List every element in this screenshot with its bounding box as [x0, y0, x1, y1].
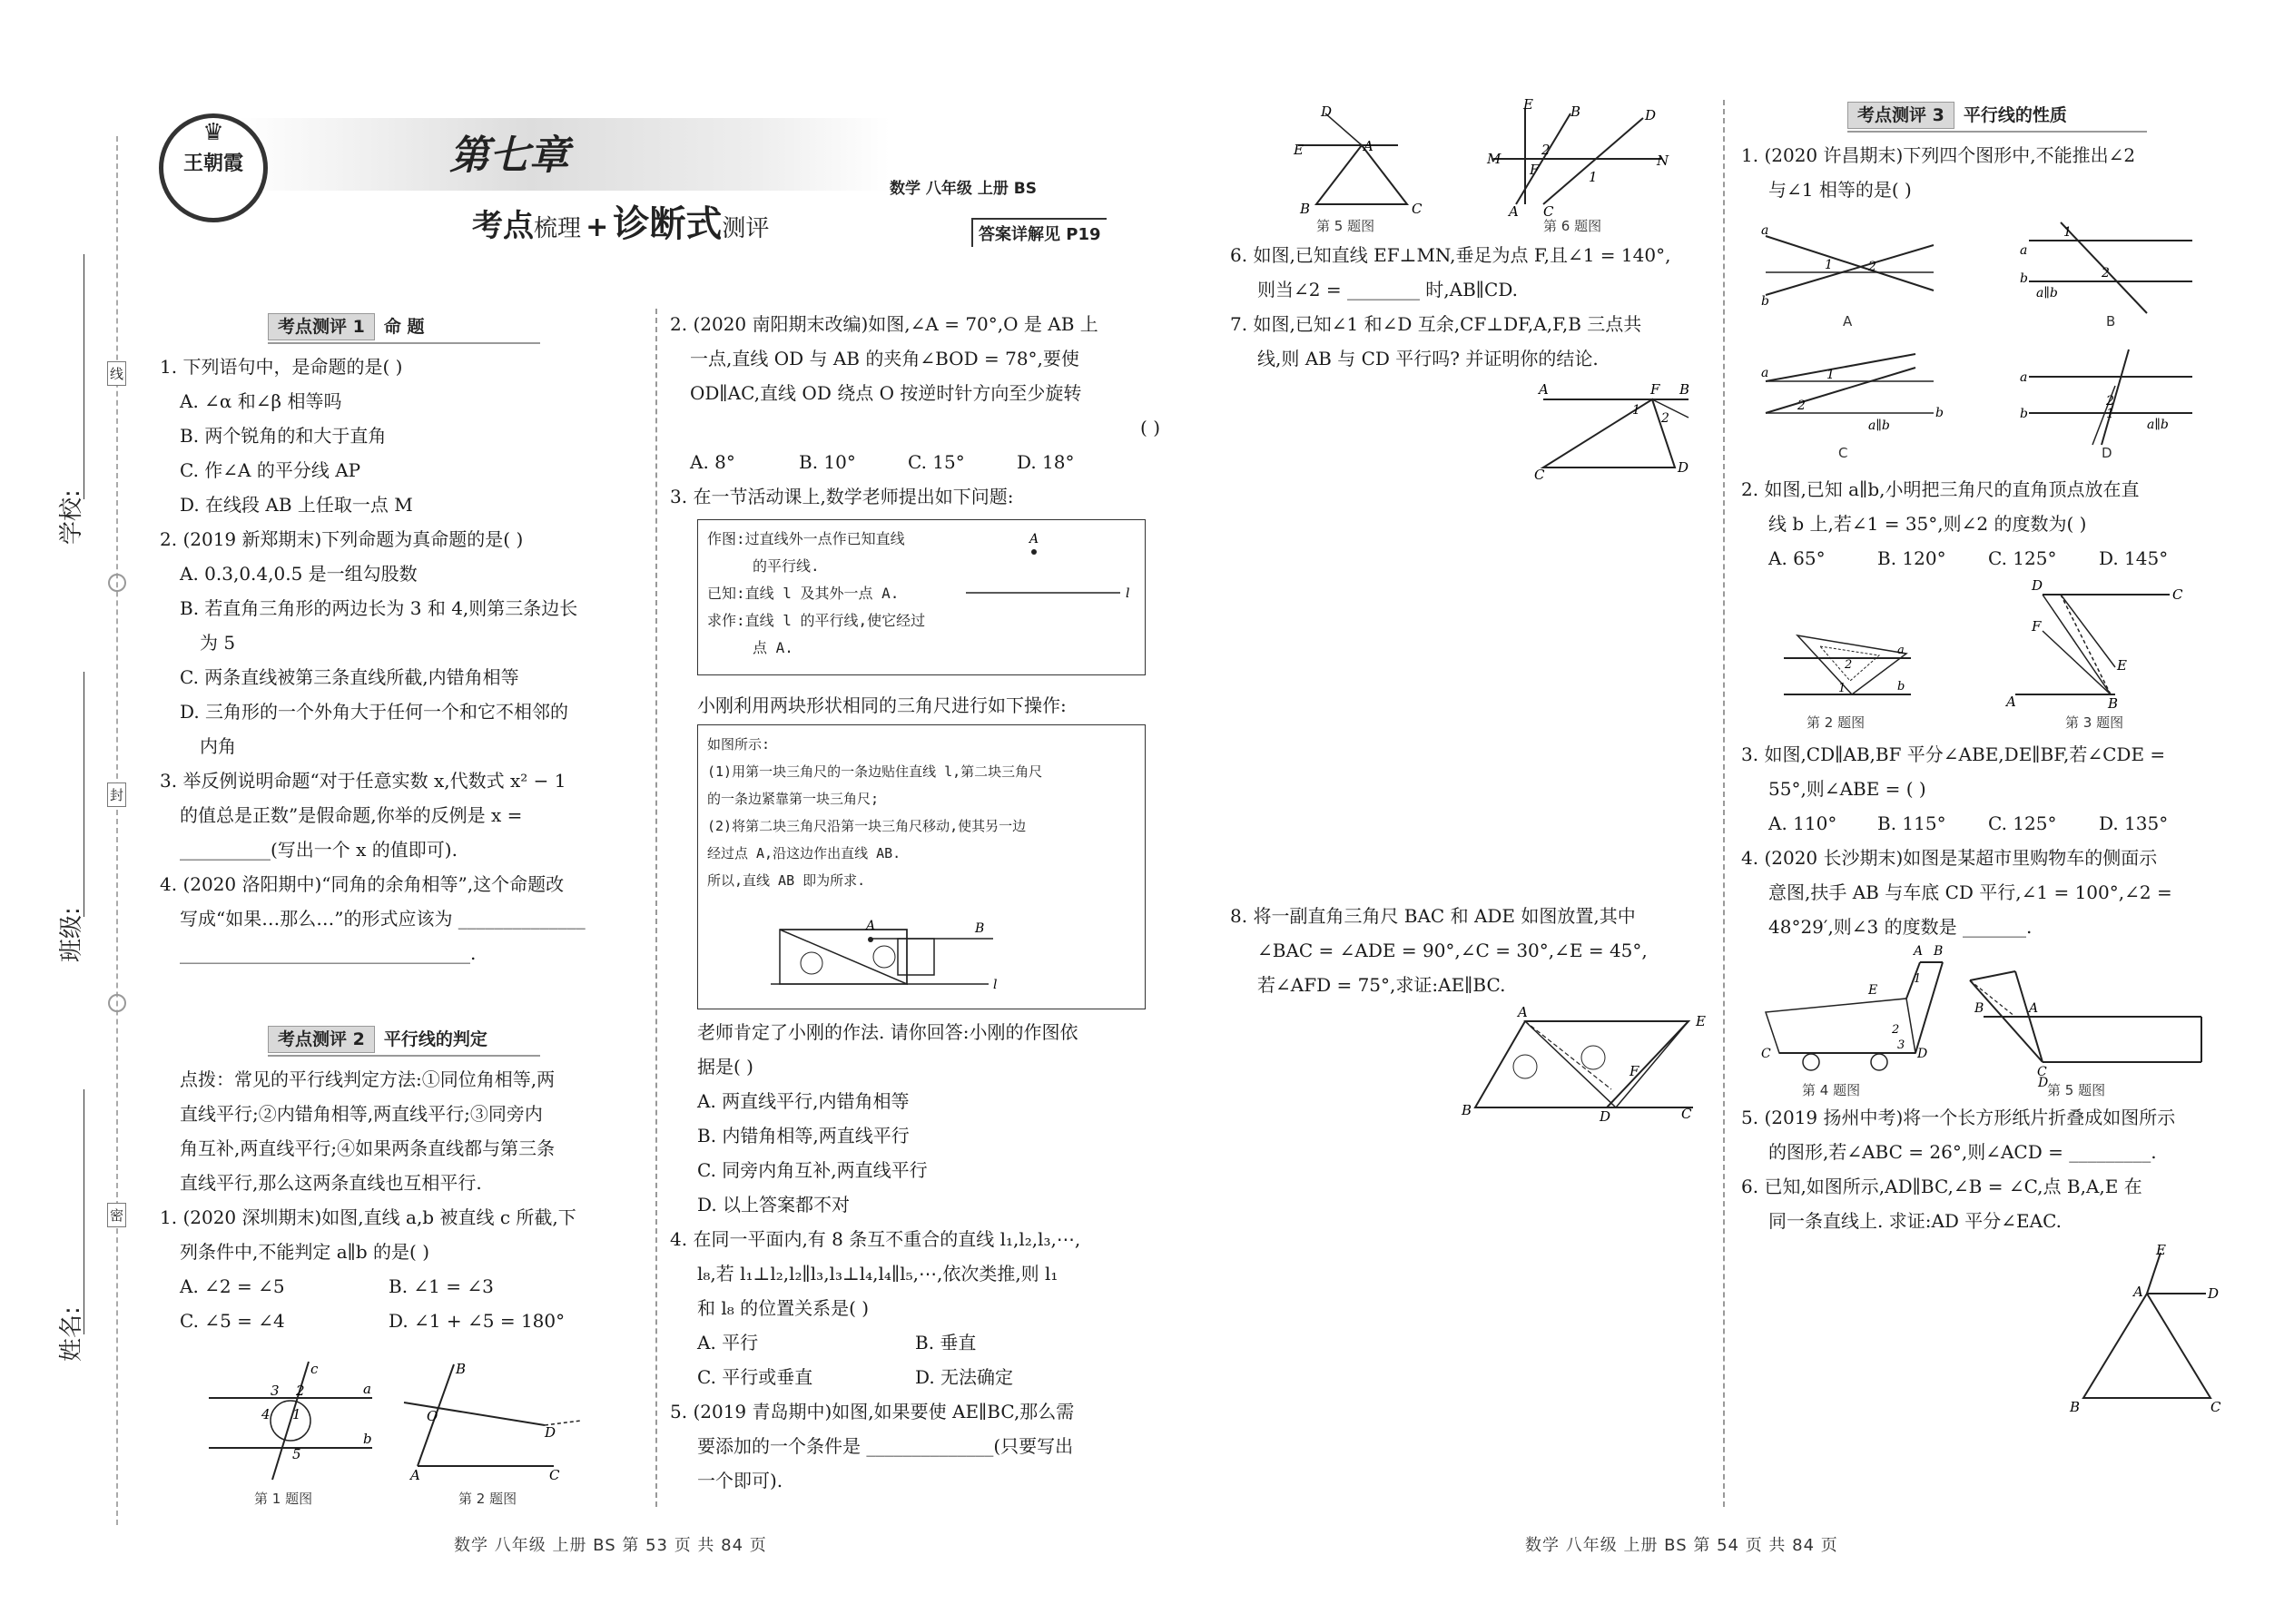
section-rule: [1847, 131, 2147, 133]
svg-text:1: 1: [1632, 403, 1640, 418]
svg-text:B: B: [1679, 381, 1690, 398]
svg-text:D: D: [2032, 577, 2043, 594]
box-line: (1)用第一块三角尺的一条边贴住直线 l,第二块三角尺: [707, 763, 1043, 780]
seal-mark-3: 密: [107, 1203, 126, 1227]
figure-col3-q5: [1289, 100, 1434, 218]
svg-text:F: F: [1629, 1063, 1639, 1079]
option-row: [670, 1360, 1160, 1394]
figure-caption: 第 1 题图: [254, 1491, 313, 1507]
svg-text:E: E: [1696, 1013, 1706, 1029]
question: 6. 已知,如图所示,AD∥BC,∠B = ∠C,点 B,A,E 在: [1741, 1176, 2142, 1197]
question: 4. (2020 洛阳期中)“同角的余角相等”,这个命题改: [160, 873, 565, 895]
section-rule: [268, 1055, 540, 1057]
svg-text:2: 2: [1797, 399, 1806, 413]
question-cont: 的图形,若∠ABC = 26°,则∠ACD = _________.: [1768, 1141, 2157, 1163]
answer-bracket: ( ): [1140, 417, 1160, 438]
question-cont: 与∠1 相等的是( ): [1768, 179, 1912, 201]
option: B. 10°: [799, 451, 856, 473]
punch-hole-icon: [108, 994, 126, 1012]
option: A. 8°: [690, 451, 735, 473]
svg-text:2: 2: [1661, 411, 1669, 426]
question-cont: 55°,则∠ABE = ( ): [1768, 778, 1926, 800]
svg-text:a: a: [1761, 223, 1769, 238]
option: C. 两条直线被第三条直线所截,内错角相等: [180, 666, 519, 688]
svg-text:b: b: [1761, 294, 1769, 309]
col4-question-block-2: [1741, 472, 2231, 576]
option: D. 145°: [2099, 547, 2169, 569]
option: B. 两个锐角的和大于直角: [180, 425, 387, 447]
question-cont: 线 b 上,若∠1 = 35°,则∠2 的度数为( ): [1768, 513, 2087, 535]
box-line: 所以,直线 AB 即为所求.: [707, 872, 866, 889]
option: C. ∠5 = ∠4: [180, 1310, 285, 1332]
option: A. 65°: [1768, 547, 1826, 569]
svg-text:B: B: [975, 921, 985, 936]
col2-question-block-2: [670, 1015, 1160, 1498]
option: A. 两直线平行,内错角相等: [697, 1090, 910, 1112]
svg-text:1: 1: [2063, 225, 2072, 240]
svg-text:a: a: [1761, 366, 1769, 380]
figure-col3-q8: [1462, 1004, 1716, 1126]
svg-text:1: 1: [1589, 169, 1598, 185]
box-line: 的平行线.: [753, 557, 820, 575]
question-cont: 意图,扶手 AB 与车底 CD 平行,∠1 = 100°,∠2 =: [1768, 881, 2172, 903]
section-tag: 考点测评 2: [268, 1026, 375, 1053]
svg-text:b: b: [1935, 406, 1944, 420]
svg-text:D: D: [1321, 103, 1333, 120]
svg-text:A: A: [1914, 944, 1924, 959]
header: [145, 95, 1153, 268]
svg-text:E: E: [1868, 983, 1878, 998]
figure-col4-q1-A: [1761, 218, 1943, 318]
svg-text:C: C: [1681, 1106, 1692, 1122]
col2-question-block: [670, 307, 1160, 514]
col4-question-block-3: [1741, 737, 2231, 944]
svg-text:B: B: [456, 1361, 467, 1377]
figure-col4-q3: [2006, 577, 2188, 712]
svg-text:D: D: [1645, 107, 1657, 123]
figure-col4-q1-C: [1761, 349, 1943, 440]
option: C. 125°: [1988, 812, 2057, 834]
question-cont: ________________________________.: [180, 942, 477, 964]
svg-text:b: b: [2020, 407, 2028, 421]
question-cont: ∠BAC = ∠ADE = 90°,∠C = 30°,∠E = 45°,: [1257, 940, 1648, 961]
question-cont: __________(写出一个 x 的值即可).: [180, 839, 458, 861]
svg-text:B: B: [1300, 201, 1311, 217]
tip: 直线平行;②内错角相等,两直线平行;③同旁内: [180, 1103, 543, 1125]
option-row: [1741, 806, 2231, 841]
question-cont: 则当∠2 = ________ 时,AB∥CD.: [1257, 279, 1519, 300]
question-cont: OD∥AC,直线 OD 绕点 O 按逆时针方向至少旋转: [690, 382, 1082, 404]
class-label: 班级:: [58, 907, 85, 962]
section-title: 平行线的判定: [383, 1029, 487, 1049]
section-rule: [268, 342, 540, 344]
svg-text:A: A: [410, 1467, 420, 1483]
svg-text:l: l: [1126, 586, 1130, 601]
question: 2. 如图,已知 a∥b,小明把三角尺的直角顶点放在直: [1741, 478, 2140, 500]
name-label: 姓名:: [58, 1306, 85, 1362]
figure-label: C: [1838, 445, 1848, 461]
col1-question-block-2: [160, 1062, 641, 1338]
figure-col1-q1: [200, 1357, 381, 1484]
figure-col4-q1-B: [2020, 213, 2201, 318]
question: 5. (2019 扬州中考)将一个长方形纸片折叠成如图所示: [1741, 1107, 2176, 1128]
logo: [159, 113, 268, 222]
svg-text:B: B: [2070, 1399, 2081, 1415]
option: D. 18°: [1017, 451, 1075, 473]
box-line: 的一条边紧靠第一块三角尺;: [707, 791, 880, 807]
option: C. 125°: [1988, 547, 2057, 569]
svg-text:3: 3: [271, 1383, 280, 1399]
figure-caption: 第 3 题图: [2065, 714, 2124, 731]
option: D. 135°: [2099, 812, 2169, 834]
figure-caption: 第 2 题图: [1807, 714, 1866, 731]
question-cont: 据是( ): [697, 1056, 753, 1078]
option: C. 平行或垂直: [697, 1366, 813, 1388]
section-tag: 考点测评 3: [1847, 102, 1954, 129]
svg-text:1: 1: [1826, 368, 1835, 382]
svg-text:C: C: [1761, 1047, 1771, 1061]
sidebar: [0, 0, 127, 1624]
option-cont: 为 5: [200, 632, 236, 654]
section-tag: 考点测评 1: [268, 313, 375, 340]
svg-text:2: 2: [1892, 1023, 1900, 1037]
option: D. 三角形的一个外角大于任何一个和它不相邻的: [180, 701, 569, 723]
svg-text:D: D: [1917, 1047, 1928, 1061]
box-line: 如图所示:: [707, 736, 771, 753]
box-line: 经过点 A,沿这边作出直线 AB.: [707, 845, 901, 861]
svg-text:A: A: [2029, 1001, 2039, 1016]
figure-caption: 第 4 题图: [1802, 1082, 1861, 1098]
figure-caption: 第 5 题图: [1316, 218, 1375, 234]
option-row: [160, 1304, 641, 1338]
svg-text:c: c: [310, 1361, 319, 1377]
col3-question-block: [1230, 238, 1711, 376]
figure-caption: 第 2 题图: [458, 1491, 517, 1507]
question: 3. 举反例说明命题“对于任意实数 x,代数式 x² − 1: [160, 770, 566, 792]
figure-col4-q4: [1761, 944, 1943, 1080]
subtitle-b: 梳理: [534, 215, 582, 242]
question: 1. (2020 许昌期末)下列四个图形中,不能推出∠2: [1741, 144, 2136, 166]
question-cont: 若∠AFD = 75°,求证:AE∥BC.: [1257, 974, 1506, 996]
question-cont: 同一条直线上. 求证:AD 平分∠EAC.: [1768, 1210, 2063, 1232]
answer-ref: 答案详解见 P19: [971, 218, 1107, 247]
question-cont: 一个即可).: [697, 1470, 783, 1491]
figure-col4-q6: [2070, 1244, 2224, 1416]
footer-right: 数学 八年级 上册 BS 第 54 页 共 84 页: [1525, 1536, 1838, 1555]
figure-label: D: [2102, 445, 2112, 461]
svg-text:E: E: [1523, 96, 1533, 113]
svg-text:C: C: [2210, 1399, 2221, 1415]
option-cont: 内角: [200, 735, 236, 757]
option: D. 在线段 AB 上任取一点 M: [180, 494, 413, 516]
col1-question-block: [160, 349, 641, 970]
option: C. 作∠A 的平分线 AP: [180, 459, 361, 481]
option: D. ∠1 + ∠5 = 180°: [389, 1310, 566, 1332]
col4-question-block-4: [1741, 1100, 2231, 1238]
divider: [655, 309, 657, 1507]
question-cont: 一点,直线 OD 与 AB 的夹角∠BOD = 78°,要使: [690, 348, 1079, 369]
option: A. 110°: [1768, 812, 1837, 834]
figure-col3-q7: [1534, 381, 1707, 481]
svg-text:C: C: [2037, 1065, 2047, 1079]
figure-label: A: [1843, 313, 1853, 330]
question-cont: 48°29′,则∠3 的度数是 _______.: [1768, 916, 2033, 938]
subtitle-d: 测评: [722, 215, 770, 242]
option-row: [670, 445, 1160, 479]
option: C. 同旁内角互补,两直线平行: [697, 1159, 928, 1181]
svg-text:D: D: [2038, 1076, 2049, 1090]
question-cont: 要添加的一个条件是 ______________(只要写出: [697, 1435, 1074, 1457]
svg-text:4: 4: [261, 1406, 271, 1422]
svg-text:C: C: [1534, 467, 1545, 483]
svg-text:A: A: [866, 919, 876, 933]
svg-text:a: a: [1897, 644, 1905, 657]
svg-text:A: A: [2006, 694, 2016, 710]
box-figure: [771, 907, 1007, 998]
svg-text:2: 2: [2102, 266, 2110, 281]
question: 5. (2019 青岛期中)如图,如果要使 AE∥BC,那么需: [670, 1401, 1075, 1422]
logo-crown-icon: ♛: [202, 119, 224, 146]
box-line: 点 A.: [753, 639, 793, 656]
svg-text:1: 1: [2106, 407, 2114, 421]
svg-text:a: a: [363, 1381, 371, 1397]
option: A. ∠α 和∠β 相等吗: [180, 390, 342, 412]
footer-left: 数学 八年级 上册 BS 第 53 页 共 84 页: [454, 1536, 767, 1555]
svg-text:l: l: [993, 978, 998, 992]
figure-label: B: [2106, 313, 2116, 330]
seal-mark-1: 线: [107, 361, 126, 386]
svg-text:b: b: [1897, 680, 1905, 694]
chapter-title: 第七章: [449, 133, 569, 179]
svg-text:B: B: [1570, 103, 1581, 120]
seal-mark-2: 封: [107, 782, 126, 807]
svg-text:2: 2: [296, 1383, 305, 1399]
solution-box: [697, 724, 1146, 1009]
svg-text:2: 2: [1541, 142, 1551, 158]
figure-col4-q2: [1779, 617, 1915, 708]
svg-text:1: 1: [292, 1406, 301, 1422]
option: B. ∠1 = ∠3: [389, 1275, 494, 1297]
svg-text:1: 1: [1838, 682, 1846, 695]
question: 7. 如图,已知∠1 和∠D 互余,CF⊥DF,A,F,B 三点共: [1230, 313, 1642, 335]
fold-line: [116, 136, 118, 1525]
svg-text:D: D: [1678, 459, 1689, 476]
option: A. ∠2 = ∠5: [180, 1275, 285, 1297]
svg-text:3: 3: [1897, 1038, 1905, 1052]
svg-text:N: N: [1657, 153, 1669, 169]
option-row: [670, 1325, 1160, 1360]
problem-box: [697, 519, 1146, 675]
box-line: 求作:直线 l 的平行线,使它经过: [707, 612, 926, 629]
figure-caption: 第 6 题图: [1543, 218, 1602, 234]
svg-text:M: M: [1487, 151, 1501, 167]
tip: 直线平行,那么这两条直线也互相平行.: [180, 1172, 482, 1194]
subtitle-plus: +: [586, 212, 609, 243]
svg-text:A: A: [1509, 203, 1519, 220]
option: A. 0.3,0.4,0.5 是一组勾股数: [180, 563, 418, 585]
question-cont: 线,则 AB 与 CD 平行吗? 并证明你的结论.: [1257, 348, 1599, 369]
svg-text:2: 2: [1845, 658, 1853, 672]
option: B. 垂直: [915, 1332, 977, 1353]
option-row: [1741, 541, 2231, 576]
svg-text:A: A: [1029, 532, 1039, 546]
logo-text: 王朝霞: [182, 152, 243, 175]
svg-text:B: B: [2108, 695, 2119, 712]
option: B. 内错角相等,两直线平行: [697, 1125, 910, 1147]
svg-text:B: B: [1974, 1001, 1984, 1016]
svg-text:A: A: [1364, 138, 1373, 154]
question: 4. 在同一平面内,有 8 条互不重合的直线 l₁,l₂,l₃,⋯,: [670, 1228, 1081, 1250]
svg-text:E: E: [1294, 142, 1304, 158]
svg-text:O: O: [427, 1408, 438, 1424]
question: 1. 下列语句中，是命题的是( ): [160, 356, 403, 378]
svg-text:B: B: [1462, 1102, 1472, 1118]
option: C. 15°: [908, 451, 965, 473]
figure-caption: 第 5 题图: [2047, 1082, 2106, 1098]
question-cont: 的值总是正数”是假命题,你举的反例是 x =: [180, 804, 523, 826]
svg-text:C: C: [549, 1467, 560, 1483]
question: 2. (2019 新郑期末)下列命题为真命题的是( ): [160, 528, 524, 550]
svg-text:F: F: [1650, 381, 1660, 398]
subtitle-c: 诊断式: [613, 203, 723, 245]
svg-text:A: A: [1539, 381, 1549, 398]
svg-text:B: B: [1934, 944, 1944, 959]
option: A. 平行: [697, 1332, 759, 1353]
question-cont: l₈,若 l₁⊥l₂,l₂∥l₃,l₃⊥l₄,l₄∥l₅,⋯,依次类推,则 l₁: [697, 1263, 1058, 1284]
figure-col1-q2: [399, 1357, 599, 1484]
question-cont: 写成“如果…那么…”的形式应该为 ______________: [180, 908, 586, 930]
section-header-2: [268, 1026, 540, 1051]
svg-text:C: C: [1543, 203, 1554, 220]
col3-question-block-2: [1230, 899, 1720, 1002]
box-line: 作图:过直线外一点作已知直线: [707, 530, 905, 547]
section-title: 命 题: [383, 317, 425, 337]
svg-text:E: E: [2156, 1242, 2166, 1258]
option: D. 无法确定: [915, 1366, 1014, 1388]
svg-text:A: A: [2133, 1284, 2143, 1300]
svg-text:a: a: [2020, 243, 2028, 258]
col2-mid: 小刚利用两块形状相同的三角尺进行如下操作:: [697, 694, 1067, 716]
question-cont: 和 l₈ 的位置关系是( ): [697, 1297, 870, 1319]
col4-question-block: [1741, 138, 2231, 207]
box-line: (2)将第二块三角尺沿第一块三角尺移动,使其另一边: [707, 818, 1027, 834]
option: B. 115°: [1877, 812, 1946, 834]
svg-text:A: A: [1518, 1004, 1528, 1020]
svg-text:F: F: [2032, 618, 2042, 635]
section-header-1: [268, 313, 540, 339]
question: 6. 如图,已知直线 EF⊥MN,垂足为点 F,且∠1 = 140°,: [1230, 244, 1671, 266]
svg-text:a: a: [2020, 370, 2028, 385]
tip: 点拨：常见的平行线判定方法:①同位角相等,两: [180, 1068, 556, 1090]
svg-text:a∥b: a∥b: [2036, 286, 2058, 300]
box-line: 已知:直线 l 及其外一点 A.: [707, 585, 900, 602]
svg-text:D: D: [1600, 1108, 1611, 1125]
question: 3. 如图,CD∥AB,BF 平分∠ABE,DE∥BF,若∠CDE =: [1741, 743, 2166, 765]
svg-text:2: 2: [1868, 260, 1876, 274]
svg-text:1: 1: [1914, 972, 1922, 986]
option: B. 若直角三角形的两边长为 3 和 4,则第三条边长: [180, 597, 578, 619]
svg-text:a∥b: a∥b: [2147, 418, 2169, 432]
svg-text:b: b: [2020, 271, 2028, 286]
box-figure: [957, 525, 1138, 615]
figure-col3-q6: [1487, 96, 1670, 220]
option: B. 120°: [1877, 547, 1946, 569]
school-label: 学校:: [58, 489, 85, 545]
svg-text:5: 5: [292, 1446, 301, 1462]
svg-text:F: F: [1530, 162, 1540, 178]
subtitle: [472, 195, 769, 247]
divider: [1723, 100, 1725, 1507]
question-cont: 列条件中,不能判定 a∥b 的是( ): [180, 1241, 429, 1263]
svg-text:a∥b: a∥b: [1868, 418, 1890, 433]
tip: 角互补,两直线平行;④如果两条直线都与第三条: [180, 1137, 556, 1159]
section-header-3: [1847, 102, 2147, 127]
question: 4. (2020 长沙期末)如图是某超市里购物车的侧面示: [1741, 847, 2158, 869]
section-title: 平行线的性质: [1963, 105, 2067, 125]
question: 3. 在一节活动课上,数学老师提出如下问题:: [670, 486, 1014, 507]
svg-text:2: 2: [2106, 394, 2114, 408]
svg-text:C: C: [2172, 586, 2183, 603]
option: D. 以上答案都不对: [697, 1194, 851, 1216]
svg-text:D: D: [2208, 1285, 2220, 1302]
question: 8. 将一副直角三角尺 BAC 和 ADE 如图放置,其中: [1230, 905, 1636, 927]
option-row: [160, 1269, 641, 1304]
figure-col4-q1-D: [2020, 345, 2201, 449]
svg-text:1: 1: [1825, 258, 1833, 272]
svg-text:E: E: [2117, 657, 2127, 674]
subtitle-a: 考点: [472, 208, 534, 244]
question-cont: 老师肯定了小刚的作法. 请你回答:小刚的作图依: [697, 1021, 1078, 1043]
question: 1. (2020 深圳期末)如图,直线 a,b 被直线 c 所截,下: [160, 1206, 576, 1228]
svg-text:b: b: [363, 1431, 372, 1447]
question: 2. (2020 南阳期末改编)如图,∠A = 70°,O 是 AB 上: [670, 313, 1098, 335]
svg-text:D: D: [545, 1424, 556, 1441]
punch-hole-icon: [108, 574, 126, 592]
svg-text:C: C: [1412, 201, 1423, 217]
subject-meta: 数学 八年级 上册 BS: [890, 180, 1037, 198]
